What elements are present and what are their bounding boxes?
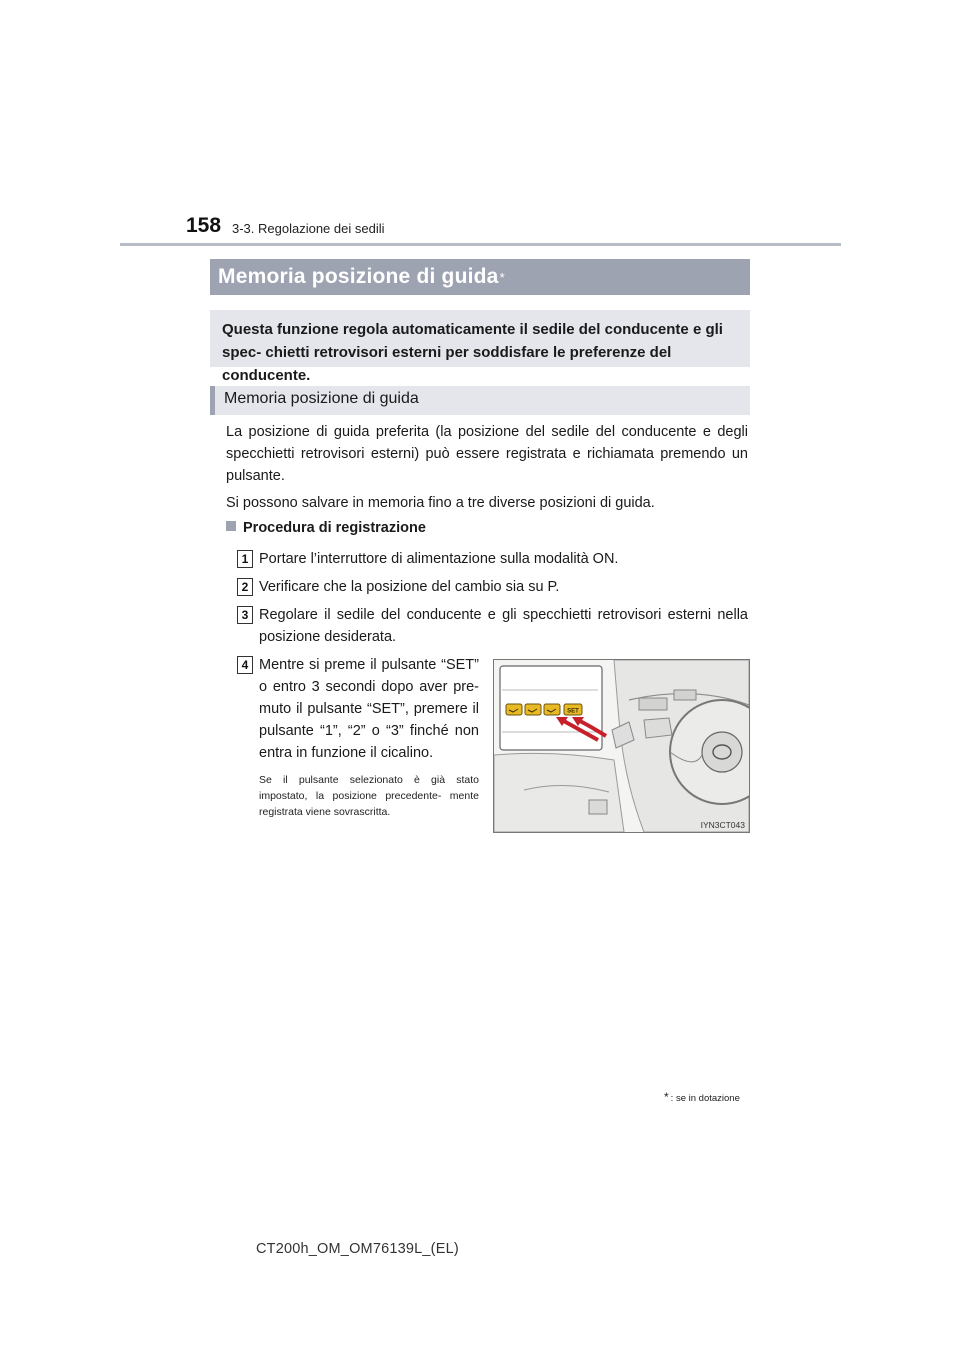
set-button-label: SET [567,708,579,715]
paragraph-capacity: Si possono salvare in memoria fino a tre diverse posizioni di guida. [226,495,655,511]
step-text-1: Portare l’interruttore di alimentazione sulla modalità ON. [259,551,619,567]
optional-equipment-marker: * [499,269,505,285]
step-number-4: 4 [237,656,253,674]
step-number-3: 3 [237,606,253,624]
intro-summary: Questa funzione regola automaticamente il sedile del conducente e gli spec- chietti retrovisori esterni per soddisfare le preferenze del conducente. [210,310,750,367]
footnote-text: : se in dotazione [670,1093,740,1104]
document-code: CT200h_OM_OM76139L_(EL) [256,1241,459,1257]
step-text-2: Verificare che la posizione del cambio sia su P. [259,579,560,595]
step-text-4: Mentre si preme il pulsante “SET” o entro 3 secondi dopo aver pre- muto il pulsante “SET”, premere il pulsante “1”, “2” o “3” finché non entra in funzione il cicalino. [259,657,479,761]
car-interior-drawing [494,660,749,832]
square-bullet-icon [226,521,236,531]
procedure-heading-text: Procedura di registrazione [243,520,426,536]
section-title-band [210,259,750,295]
asterisk-icon: * [664,1090,669,1104]
procedure-heading [226,520,426,536]
step-number-2: 2 [237,578,253,596]
step-number-1: 1 [237,550,253,568]
step-4-note: Se il pulsante selezionato è già stato impostato, la posizione precedente- mente registrata viene sovrascritta. [259,774,479,818]
page-number: 158 [186,214,222,237]
footnote [664,1090,740,1104]
paragraph-description: La posizione di guida preferita (la posizione del sedile del conducente e degli specchietti retrovisori esterni) può essere registrata e richiamata premendo un pulsante. [226,424,748,484]
step-text-3: Regolare il sedile del conducente e gli specchietti retrovisori esterni nella posizione desiderata. [259,607,748,645]
memory-buttons-illustration [493,659,750,833]
section-breadcrumb: 3-3. Regolazione dei sedili [232,221,385,236]
figure-code: IYN3CT043 [700,820,745,830]
section-title: Memoria posizione di guida [218,265,499,288]
header-divider [120,243,841,246]
subsection-title: Memoria posizione di guida [210,386,750,415]
